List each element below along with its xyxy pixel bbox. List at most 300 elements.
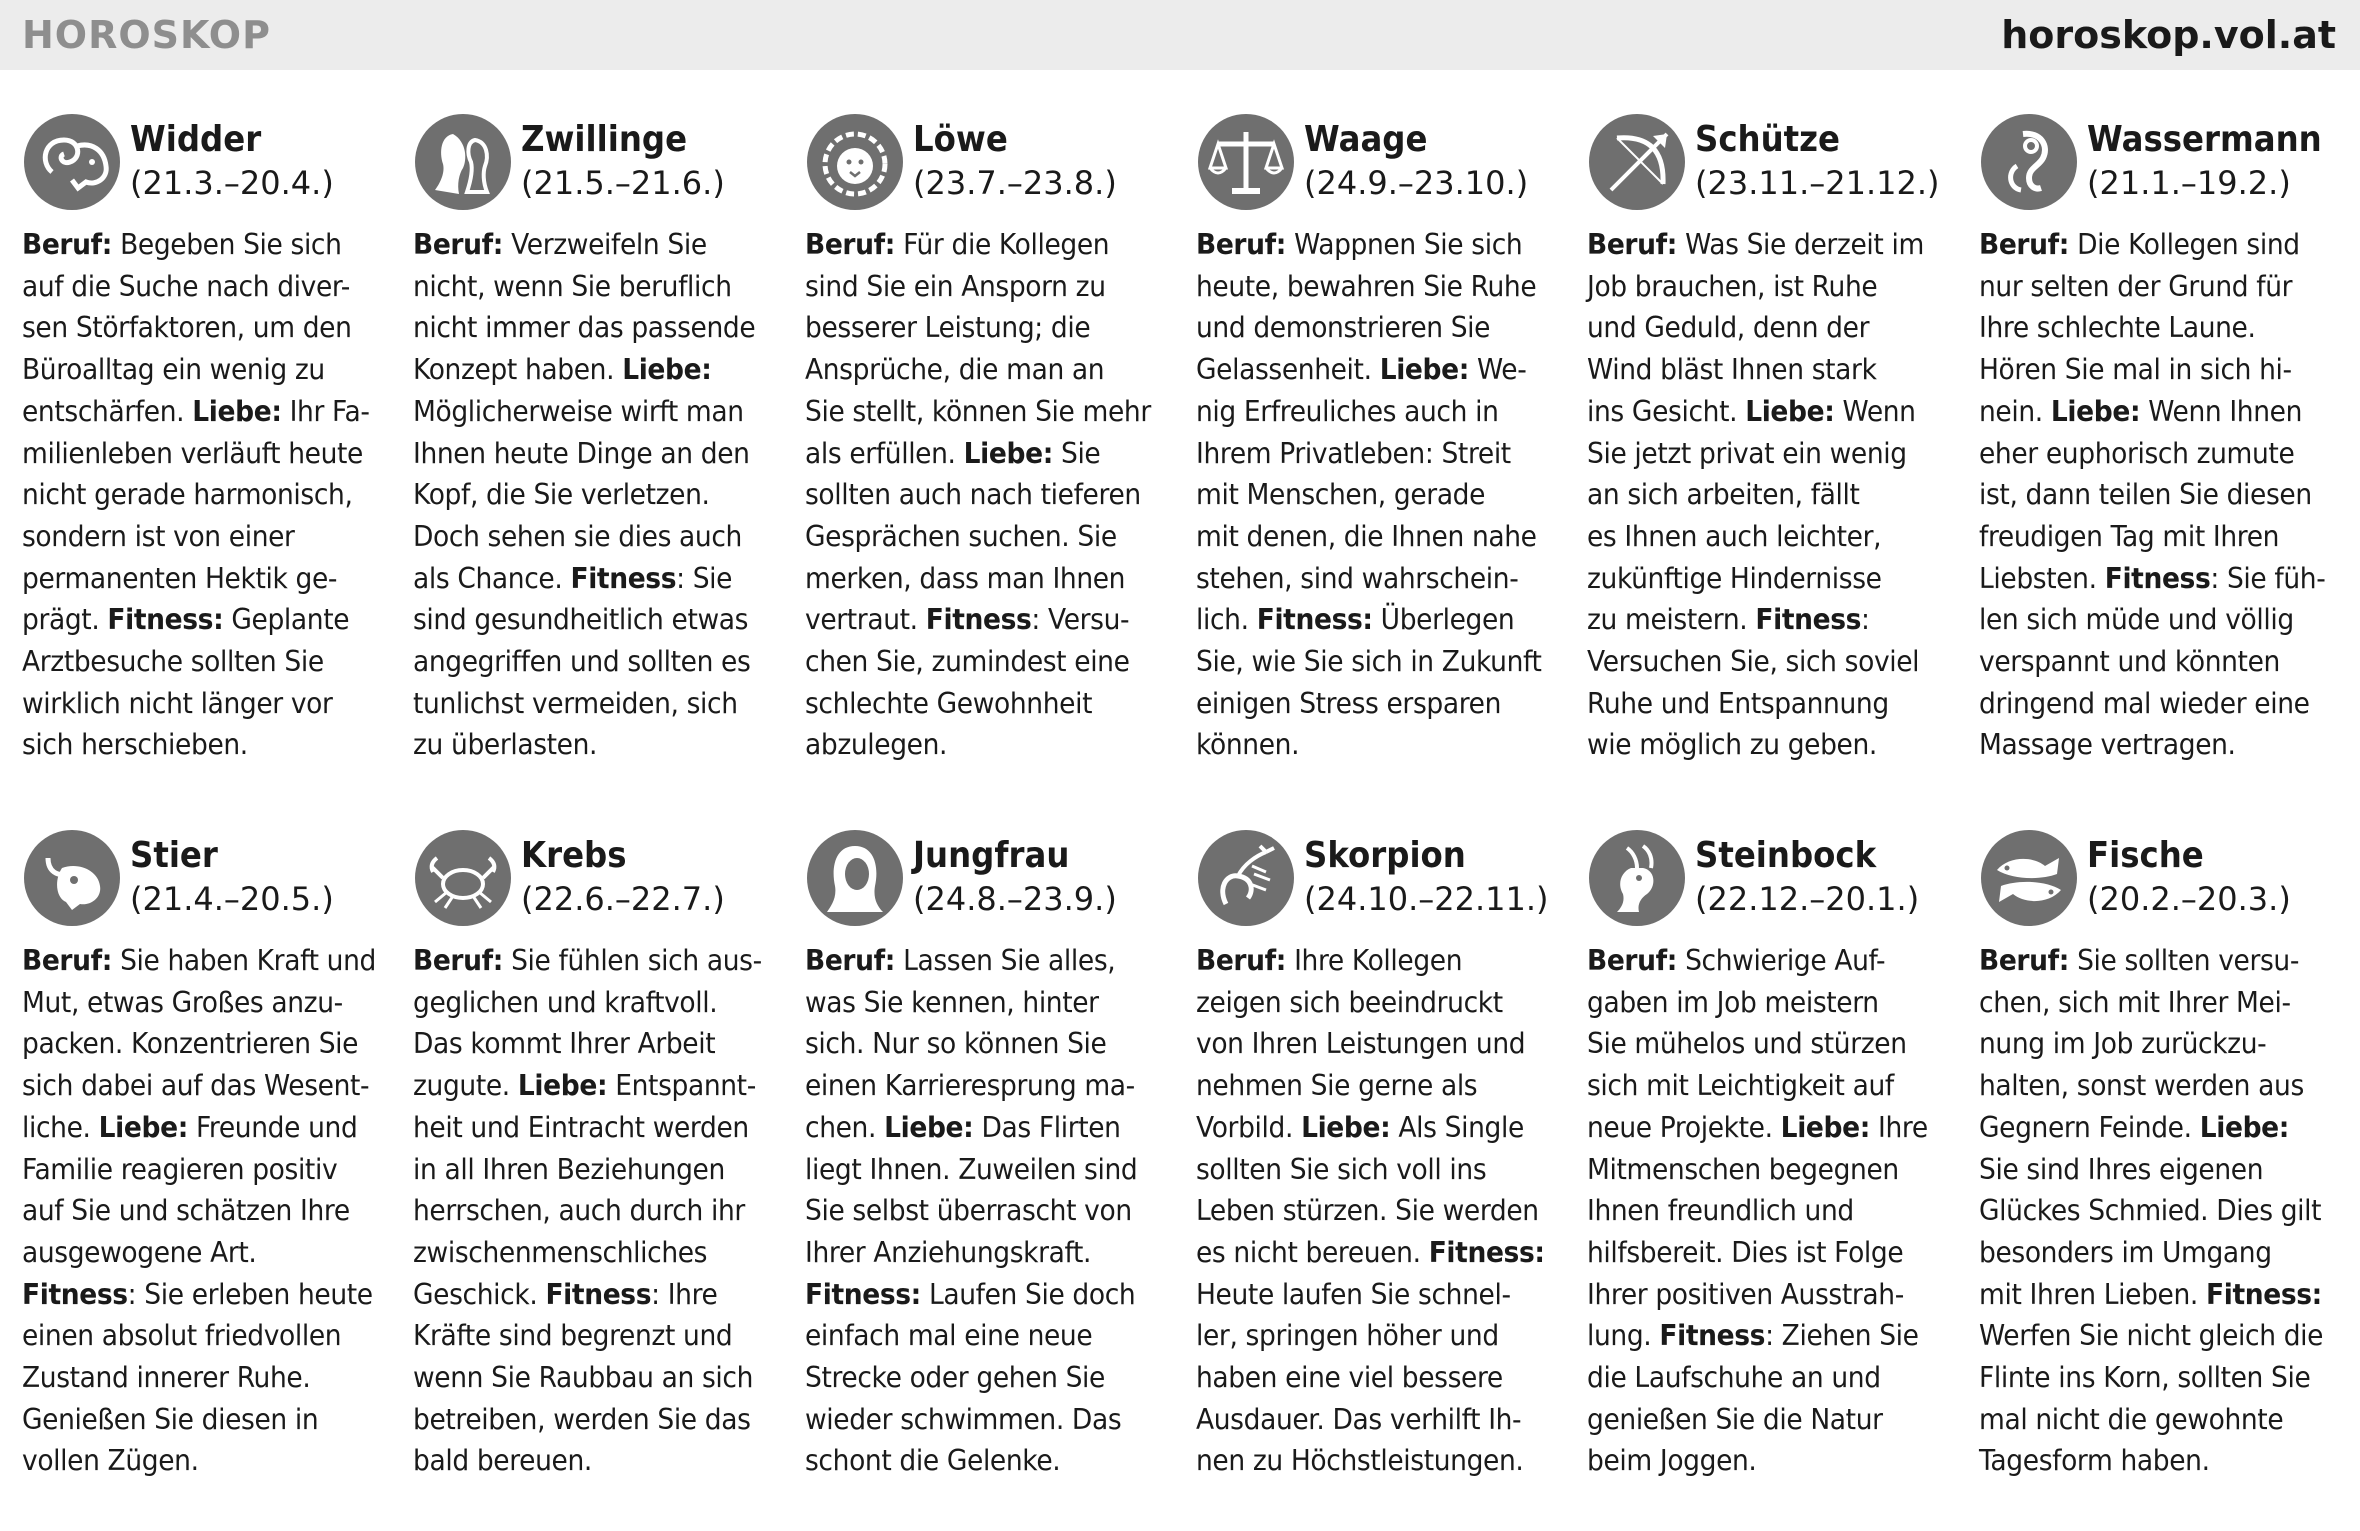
text-line (413, 1274, 785, 1316)
text-segment: Als Single (1390, 1110, 1524, 1144)
text-line (1196, 1149, 1568, 1191)
text-line (413, 1023, 785, 1065)
category-label: Fitness (545, 1277, 652, 1311)
sign-text (22, 940, 394, 1482)
text-segment: liegt Ihnen. Zuweilen sind (805, 1152, 1138, 1186)
sign-dates: (23.7.–23.8.) (913, 164, 1117, 202)
text-segment: zukünftige Hindernisse (1587, 561, 1882, 595)
text-segment: als Chance. (413, 561, 571, 595)
text-segment: Hören Sie mal in sich hi- (1979, 353, 2292, 387)
text-segment: Wenn (1834, 394, 1916, 428)
text-segment: neue Projekte. (1587, 1110, 1781, 1144)
text-line (1979, 224, 2351, 266)
sign-text (805, 940, 1177, 1482)
pisces-fish-icon (1979, 828, 2079, 928)
text-line (1196, 982, 1568, 1024)
text-line (1196, 1065, 1568, 1107)
text-segment: Das Flirten (973, 1110, 1121, 1144)
text-segment: : Sie (676, 561, 733, 595)
text-segment: We- (1468, 353, 1527, 387)
text-line (805, 1399, 1177, 1441)
text-line (22, 516, 394, 558)
text-line (22, 940, 394, 982)
text-line (805, 1357, 1177, 1399)
sign-text (805, 224, 1177, 766)
category-label: Liebe: (1780, 1110, 1870, 1144)
text-segment: Lassen Sie alles, (895, 944, 1116, 977)
text-segment: Vorbild. (1196, 1110, 1302, 1144)
text-line (1196, 641, 1568, 683)
sign-text (1979, 940, 2351, 1482)
sign-header (1196, 112, 1571, 224)
text-segment: Laufen Sie doch (920, 1277, 1136, 1311)
text-segment: prägt. (22, 603, 108, 637)
category-label: Fitness: (107, 603, 224, 637)
text-segment: und demonstrieren Sie (1196, 311, 1491, 345)
category-label: Beruf: (22, 944, 113, 977)
text-segment: liche. (22, 1110, 99, 1144)
sign-dates: (22.6.–22.7.) (521, 880, 725, 918)
text-line (1587, 1399, 1959, 1441)
text-segment: und Geduld, denn der (1587, 311, 1870, 345)
text-line (22, 683, 394, 725)
text-segment: Zustand innerer Ruhe. (22, 1361, 311, 1395)
sign-card-skorpion (1196, 828, 1571, 1482)
category-label: Fitness (1755, 603, 1862, 637)
text-segment: Verzweifeln Sie (503, 228, 707, 261)
text-line (22, 266, 394, 308)
text-line (413, 683, 785, 725)
text-line (805, 474, 1177, 516)
text-line (1587, 1107, 1959, 1149)
sign-card-steinbock (1587, 828, 1962, 1482)
sign-header (1587, 112, 1962, 224)
text-segment: einigen Stress ersparen (1196, 686, 1502, 720)
text-line (1196, 724, 1568, 766)
text-line (1587, 1149, 1959, 1191)
text-segment: Job brauchen, ist Ruhe (1587, 269, 1878, 303)
scorpio-scorpion-icon (1196, 828, 1296, 928)
virgo-maiden-icon (805, 828, 905, 928)
text-line (1587, 1315, 1959, 1357)
text-segment: Ihre (1869, 1110, 1928, 1144)
text-line (22, 1149, 394, 1191)
text-segment: Was Sie derzeit im (1677, 228, 1924, 261)
text-line (22, 1274, 394, 1316)
text-segment: Familie reagieren positiv (22, 1152, 338, 1186)
text-line (1587, 1440, 1959, 1482)
text-segment: besserer Leistung; die (805, 311, 1091, 345)
sign-card-schuetze (1587, 112, 1962, 766)
text-segment: bald bereuen. (413, 1444, 592, 1478)
category-label: Liebe: (98, 1110, 188, 1144)
text-segment: chen. (805, 1110, 885, 1144)
text-line (1979, 1065, 2351, 1107)
text-line (1196, 349, 1568, 391)
sign-card-widder (22, 112, 397, 766)
text-segment: Werfen Sie nicht gleich die (1979, 1319, 2324, 1353)
text-segment: len sich müde und völlig (1979, 603, 2294, 637)
text-line (1587, 307, 1959, 349)
text-line (1979, 1023, 2351, 1065)
text-segment: chen, sich mit Ihrer Mei- (1979, 985, 2291, 1019)
text-segment: Gesprächen suchen. Sie (805, 519, 1117, 553)
text-segment: mit denen, die Ihnen nahe (1196, 519, 1537, 553)
category-label: Liebe: (517, 1069, 608, 1103)
text-segment: genießen Sie die Natur (1587, 1402, 1883, 1436)
text-segment: nung im Job zurückzu- (1979, 1027, 2267, 1061)
text-segment: Überlegen (1372, 603, 1515, 637)
text-segment: Geschick. (413, 1277, 546, 1311)
category-label: Beruf: (1196, 944, 1287, 977)
capricorn-goat-icon (1587, 828, 1687, 928)
text-segment: nur selten der Grund für (1979, 269, 2293, 303)
text-line (22, 982, 394, 1024)
text-line (413, 1315, 785, 1357)
text-segment: Genießen Sie diesen in (22, 1402, 319, 1436)
page-title: HOROSKOP (22, 13, 271, 57)
text-line (1587, 1274, 1959, 1316)
category-label: Beruf: (1979, 228, 2070, 261)
text-segment: was Sie kennen, hinter (805, 985, 1099, 1019)
category-label: Liebe: (1745, 394, 1835, 428)
sign-card-wassermann (1979, 112, 2354, 766)
text-line (1979, 516, 2351, 558)
text-line (22, 558, 394, 600)
text-line (1587, 724, 1959, 766)
text-line (1979, 940, 2351, 982)
text-line (805, 1440, 1177, 1482)
text-segment: Flinte ins Korn, sollten Sie (1979, 1361, 2311, 1395)
text-line (413, 1440, 785, 1482)
text-segment: sollten Sie sich voll ins (1196, 1152, 1487, 1186)
sign-header (413, 828, 788, 940)
text-line (1587, 1190, 1959, 1232)
text-line (1587, 641, 1959, 683)
text-line (1196, 433, 1568, 475)
text-segment: betreiben, werden Sie das (413, 1402, 751, 1436)
text-segment: in all Ihren Beziehungen (413, 1152, 725, 1186)
sign-text (1196, 224, 1568, 766)
text-line (22, 391, 394, 433)
sign-header (1979, 112, 2354, 224)
text-line (1979, 1107, 2351, 1149)
text-line (1196, 391, 1568, 433)
text-segment: Sie sollten versu- (2069, 944, 2300, 977)
text-segment: haben eine viel bessere (1196, 1361, 1503, 1395)
text-line (805, 391, 1177, 433)
sign-dates: (21.1.–19.2.) (2087, 164, 2291, 202)
sign-text (1587, 940, 1959, 1482)
text-segment: gaben im Job meistern (1587, 985, 1879, 1019)
sign-name: Wassermann (2087, 119, 2322, 160)
text-line (1979, 307, 2351, 349)
sign-name: Jungfrau (913, 835, 1070, 876)
text-line (805, 224, 1177, 266)
text-line (1196, 1399, 1568, 1441)
text-segment: nicht immer das passende (413, 311, 756, 345)
text-segment: mit Ihren Lieben. (1979, 1277, 2206, 1311)
text-segment: : Ihre (651, 1277, 718, 1311)
text-line (413, 641, 785, 683)
sign-card-krebs (413, 828, 788, 1482)
text-segment: besonders im Umgang (1979, 1235, 2272, 1269)
text-line (1196, 1357, 1568, 1399)
text-segment: Strecke oder gehen Sie (805, 1361, 1105, 1395)
text-line (413, 1149, 785, 1191)
text-line (1979, 1232, 2351, 1274)
text-line (22, 1190, 394, 1232)
text-segment: sich dabei auf das Wesent- (22, 1069, 370, 1103)
text-segment: Schwierige Auf- (1677, 944, 1886, 977)
text-segment: es Ihnen auch leichter, (1587, 519, 1882, 553)
text-segment: ist, dann teilen Sie diesen (1979, 478, 2312, 512)
text-line (1587, 266, 1959, 308)
sign-name: Krebs (521, 835, 627, 876)
text-line (1979, 266, 2351, 308)
sign-name: Steinbock (1695, 835, 1877, 876)
text-line (805, 1315, 1177, 1357)
text-line (22, 1065, 394, 1107)
sign-dates: (20.2.–20.3.) (2087, 880, 2291, 918)
sign-card-waage (1196, 112, 1571, 766)
text-line (22, 1357, 394, 1399)
text-segment: an sich arbeiten, fällt (1587, 478, 1860, 512)
sign-dates: (24.9.–23.10.) (1304, 164, 1529, 202)
text-line (1587, 474, 1959, 516)
text-line (1979, 982, 2351, 1024)
text-segment: angegriffen und sollten es (413, 645, 751, 679)
text-line (413, 982, 785, 1024)
text-segment: einfach mal eine neue (805, 1319, 1093, 1353)
category-label: Beruf: (22, 228, 113, 261)
text-segment: vertraut. (805, 603, 926, 637)
header-bar (0, 0, 2360, 70)
text-line (805, 599, 1177, 641)
text-segment: Ihrem Privatleben: Streit (1196, 436, 1511, 470)
text-segment: nig Erfreuliches auch in (1196, 394, 1499, 428)
text-segment: : Sie erleben heute (127, 1277, 373, 1311)
text-line (1587, 599, 1959, 641)
text-segment: mal nicht die gewohnte (1979, 1402, 2284, 1436)
text-line (1196, 1190, 1568, 1232)
sign-text (1979, 224, 2351, 766)
text-segment: ausgewogene Art. (22, 1235, 257, 1269)
text-segment: Sie fühlen sich aus- (503, 944, 762, 977)
text-segment: Ihr Fa- (281, 394, 370, 428)
text-line (413, 724, 785, 766)
text-segment: können. (1196, 728, 1300, 762)
text-segment: entschärfen. (22, 394, 193, 428)
text-line (413, 516, 785, 558)
text-line (1587, 516, 1959, 558)
text-segment: Freunde und (187, 1110, 358, 1144)
sign-text (22, 224, 394, 766)
text-segment: Für die Kollegen (895, 228, 1110, 261)
text-segment: nicht gerade harmonisch, (22, 478, 353, 512)
sign-name: Stier (130, 835, 218, 876)
text-segment: ler, springen höher und (1196, 1319, 1499, 1353)
text-segment: zeigen sich beeindruckt (1196, 985, 1503, 1019)
text-segment: packen. Konzentrieren Sie (22, 1027, 359, 1061)
text-segment: zwischenmenschliches (413, 1235, 708, 1269)
category-label: Fitness: (805, 1277, 921, 1311)
text-segment: stehen, sind wahrschein- (1196, 561, 1519, 595)
text-line (22, 1107, 394, 1149)
text-segment: Mitmenschen begegnen (1587, 1152, 1899, 1186)
sign-name: Löwe (913, 119, 1008, 160)
text-segment: Möglicherweise wirft man (413, 394, 744, 428)
text-segment: Geplante (223, 603, 350, 637)
text-segment: Ihrer Anziehungskraft. (805, 1235, 1092, 1269)
text-segment: sollten auch nach tieferen (805, 478, 1141, 512)
category-label: Liebe: (192, 394, 282, 428)
text-segment: Wind bläst Ihnen stark (1587, 353, 1877, 387)
text-line (1979, 724, 2351, 766)
text-line (1587, 940, 1959, 982)
text-line (1979, 599, 2351, 641)
sign-header (22, 828, 397, 940)
text-line (805, 1023, 1177, 1065)
sign-text (1587, 224, 1959, 766)
text-segment: Gelassenheit. (1196, 353, 1380, 387)
text-line (22, 1440, 394, 1482)
text-segment: Die Kollegen sind (2069, 228, 2300, 261)
text-line (805, 683, 1177, 725)
category-label: Fitness (1659, 1319, 1766, 1353)
text-segment: Arztbesuche sollten Sie (22, 645, 324, 679)
text-line (1979, 683, 2351, 725)
category-label: Liebe: (963, 436, 1053, 470)
text-line (1979, 558, 2351, 600)
text-segment: es nicht bereuen. (1196, 1235, 1429, 1269)
category-label: Beruf: (413, 944, 504, 977)
text-line (413, 1357, 785, 1399)
category-label: Beruf: (805, 944, 896, 977)
text-line (805, 433, 1177, 475)
text-segment: geglichen und kraftvoll. (413, 985, 718, 1019)
text-line (1979, 1274, 2351, 1316)
text-segment: : Sie füh- (2210, 561, 2326, 595)
sign-header (805, 828, 1180, 940)
text-segment: Heute laufen Sie schnel- (1196, 1277, 1511, 1311)
text-line (1587, 433, 1959, 475)
text-segment: lich. (1196, 603, 1257, 637)
text-segment: sind Sie ein Ansporn zu (805, 269, 1106, 303)
text-segment: zugute. (413, 1069, 518, 1103)
category-label: Liebe: (2050, 394, 2141, 428)
text-segment: zu überlasten. (413, 728, 598, 762)
sign-dates: (22.12.–20.1.) (1695, 880, 1920, 918)
text-line (805, 349, 1177, 391)
category-label: Beruf: (1196, 228, 1287, 261)
libra-scales-icon (1196, 112, 1296, 212)
text-segment: wie möglich zu geben. (1587, 728, 1877, 762)
text-segment: Ausdauer. Das verhilft Ih- (1196, 1402, 1522, 1436)
sign-header (1587, 828, 1962, 940)
text-segment: Tagesform haben. (1979, 1444, 2210, 1478)
text-segment: Sie selbst überrascht von (805, 1194, 1132, 1228)
sign-name: Schütze (1695, 119, 1840, 160)
text-segment: lung. (1587, 1319, 1660, 1353)
text-line (1979, 641, 2351, 683)
text-line (1587, 391, 1959, 433)
text-line (413, 1065, 785, 1107)
text-line (1196, 307, 1568, 349)
category-label: Beruf: (1587, 944, 1678, 977)
text-segment: Massage vertragen. (1979, 728, 2236, 762)
aries-ram-icon (22, 112, 122, 212)
text-segment: Sie stellt, können Sie mehr (805, 394, 1151, 428)
category-label: Liebe: (884, 1110, 974, 1144)
text-segment: einen absolut friedvollen (22, 1319, 342, 1353)
text-line (413, 599, 785, 641)
text-segment: als erfüllen. (805, 436, 964, 470)
text-segment: Sie mühelos und stürzen (1587, 1027, 1907, 1061)
sign-name: Fische (2087, 835, 2204, 876)
text-segment: permanenten Hektik ge- (22, 561, 338, 595)
category-label: Fitness (925, 603, 1032, 637)
text-segment: wenn Sie Raubbau an sich (413, 1361, 754, 1395)
text-line (1587, 1065, 1959, 1107)
sign-card-zwillinge (413, 112, 788, 766)
text-line (1979, 1149, 2351, 1191)
text-line (413, 349, 785, 391)
cancer-crab-icon (413, 828, 513, 928)
text-segment: zu meistern. (1587, 603, 1756, 637)
text-line (413, 1190, 785, 1232)
horoscope-grid (0, 70, 2360, 1531)
text-segment: beim Joggen. (1587, 1444, 1757, 1478)
text-line (413, 474, 785, 516)
text-line (1587, 982, 1959, 1024)
sign-dates: (21.4.–20.5.) (130, 880, 334, 918)
text-segment: Sie sind Ihres eigenen (1979, 1152, 2264, 1186)
sign-text (1196, 940, 1568, 1482)
text-segment: sich. Nur so können Sie (805, 1027, 1107, 1061)
text-line (1196, 266, 1568, 308)
text-line (413, 940, 785, 982)
text-line (22, 1315, 394, 1357)
text-segment: Das kommt Ihrer Arbeit (413, 1027, 716, 1061)
text-line (1979, 1357, 2351, 1399)
text-line (413, 224, 785, 266)
text-line (413, 558, 785, 600)
text-line (1587, 349, 1959, 391)
text-line (1196, 1107, 1568, 1149)
text-segment: nehmen Sie gerne als (1196, 1069, 1478, 1103)
text-line (22, 307, 394, 349)
text-line (1196, 1315, 1568, 1357)
text-segment: Kopf, die Sie verletzen. (413, 478, 710, 512)
text-line (805, 940, 1177, 982)
text-segment: abzulegen. (805, 728, 948, 762)
text-segment: tunlichst vermeiden, sich (413, 686, 738, 720)
text-segment: sich herschieben. (22, 728, 248, 762)
category-label: Beruf: (413, 228, 504, 261)
text-segment: die Laufschuhe an und (1587, 1361, 1881, 1395)
text-segment: Sie (1052, 436, 1101, 470)
text-segment: Entspannt- (607, 1069, 756, 1103)
text-segment: mit Menschen, gerade (1196, 478, 1486, 512)
category-label: Beruf: (1979, 944, 2070, 977)
text-segment: hilfsbereit. Dies ist Folge (1587, 1235, 1904, 1269)
taurus-bull-icon (22, 828, 122, 928)
text-segment: wirklich nicht länger vor (22, 686, 333, 720)
text-segment: ins Gesicht. (1587, 394, 1746, 428)
text-line (1196, 1232, 1568, 1274)
text-line (1587, 1357, 1959, 1399)
